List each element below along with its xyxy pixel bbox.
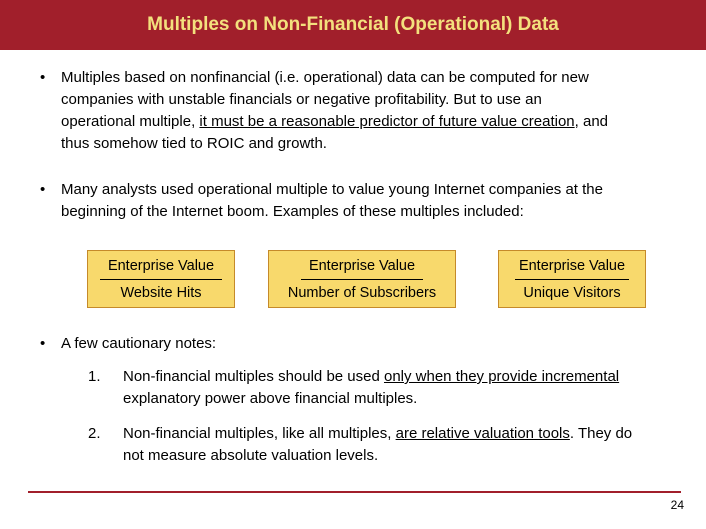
footer-divider	[28, 491, 681, 493]
note-1-number: 1.	[88, 368, 101, 385]
note-2-line-1	[123, 423, 632, 445]
bullet-1-line-1: Multiples based on nonfinancial (i.e. operational) data can be computed for new	[61, 69, 589, 86]
bullet-3-line-1: A few cautionary notes:	[61, 335, 217, 352]
bullet-1-line-3-post: , and	[574, 113, 609, 130]
note-1-line-2: explanatory power above financial multiples.	[123, 390, 418, 407]
fraction-line	[100, 279, 222, 280]
bullet-marker: •	[40, 335, 46, 352]
note-1-line-1	[123, 366, 619, 388]
note-2-line-1-pre: Non-financial multiples, like all multiples,	[123, 425, 396, 442]
bullet-1-line-3-pre: operational multiple,	[61, 113, 200, 130]
bullet-1-underlined-phrase: it must be a reasonable predictor of future value creation	[199, 113, 575, 130]
note-1-underlined-phrase: only when they provide incremental	[383, 368, 620, 385]
note-2-underlined-phrase: are relative valuation tools	[395, 425, 570, 442]
page-number: 24	[670, 498, 684, 512]
bullet-marker: •	[40, 69, 46, 86]
multiple-denominator: Website Hits	[120, 285, 202, 301]
multiple-numerator: Enterprise Value	[107, 258, 215, 274]
note-1-line-1-pre: Non-financial multiples should be used	[123, 368, 384, 385]
multiple-box-website-hits	[87, 250, 235, 308]
fraction-line	[301, 279, 423, 280]
note-2-number: 2.	[88, 425, 101, 442]
bullet-marker: •	[40, 181, 46, 198]
multiple-numerator: Enterprise Value	[308, 258, 416, 274]
slide-title: Multiples on Non-Financial (Operational) Data	[147, 14, 559, 35]
bullet-1-line-3	[61, 111, 608, 133]
multiple-box-subscribers	[268, 250, 456, 308]
bullet-2-line-1: Many analysts used operational multiple to value young Internet companies at the	[61, 181, 603, 198]
bullet-1-line-2: companies with unstable financials or negative profitability. But to use an	[61, 91, 542, 108]
fraction-line	[515, 279, 629, 280]
multiple-box-unique-visitors	[498, 250, 646, 308]
bullet-1-line-4: thus somehow tied to ROIC and growth.	[61, 135, 327, 152]
multiple-denominator: Number of Subscribers	[287, 285, 437, 301]
bullet-2-line-2: beginning of the Internet boom. Examples of these multiples included:	[61, 203, 524, 220]
multiple-denominator: Unique Visitors	[523, 285, 621, 301]
note-2-line-1-post: . They do	[569, 425, 633, 442]
note-2-line-2: not measure absolute valuation levels.	[123, 447, 379, 464]
multiple-numerator: Enterprise Value	[518, 258, 626, 274]
